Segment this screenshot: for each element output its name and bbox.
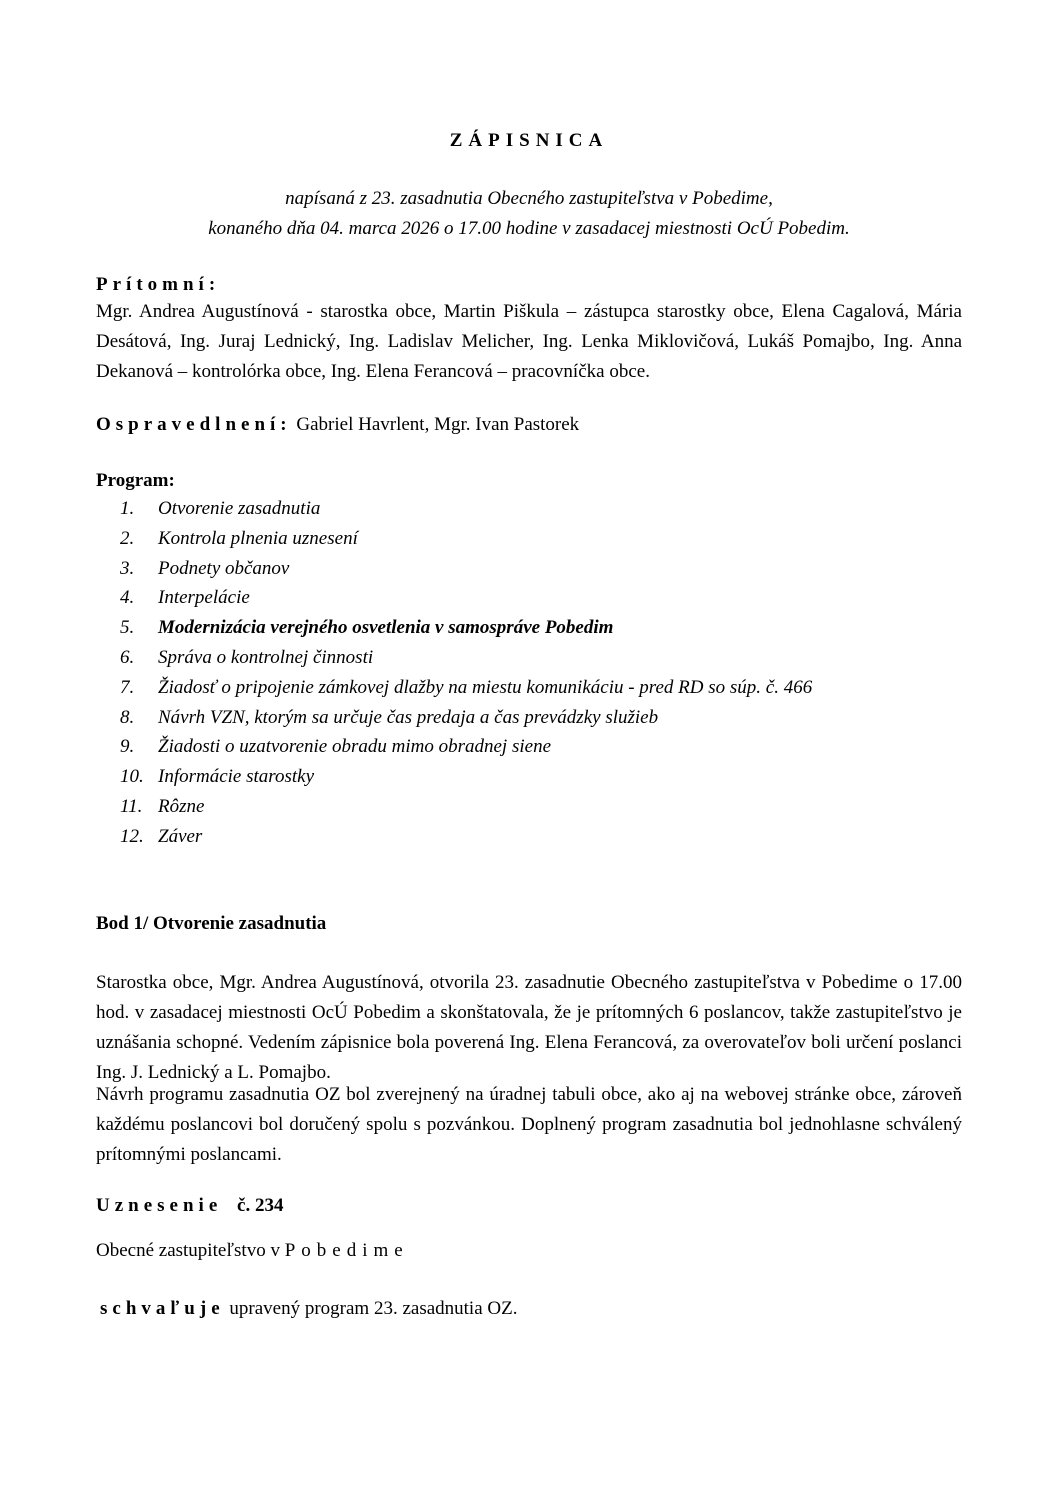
program-item: 3. Podnety občanov [120,557,290,579]
excused-row [96,414,579,436]
section-1-heading: Bod 1/ Otvorenie zasadnutia [96,913,327,934]
program-list [120,494,812,852]
program-item: 2. Kontrola plnenia uznesení [120,527,358,549]
present-list: Mgr. Andrea Augustínová - starostka obce, Martin Piškula – zástupca starostky obce, Elena Cagalová, Mária Desátová, Ing. Juraj Lednický, Ing. Ladislav Melicher, Ing. Lenka Miklovičová, Lukáš Pomajbo, Ing. Anna Dekanová – kontrolórka obce, Ing. Elena Ferancová – pracovníčka obce. [96,301,962,382]
document-title: ZÁPISNICA [449,130,609,151]
program-item: 10. Informácie starostky [120,766,315,788]
subtitle-line-2: konaného dňa 04. marca 2026 o 17.00 hodine v zasadacej miestnosti OcÚ Pobedim. [208,218,850,239]
resolution-heading [96,1195,283,1217]
program-label: Program: [96,470,175,491]
excused-names: Gabriel Havrlent, Mgr. Ivan Pastorek [291,414,580,435]
program-item: 9. Žiadosti o uzatvorenie obradu mimo obradnej siene [120,736,551,758]
program-item: 7. Žiadosť o pripojenie zámkovej dlažby na miestu komunikáciu - pred RD so súp. č. 466 [120,676,813,698]
section-1-paragraph-1: Starostka obce, Mgr. Andrea Augustínová, otvorila 23. zasadnutie Obecného zastupiteľstva v Pobedime o 17.00 hod. v zasadacej miestnosti OcÚ Pobedim a skonštatovala, že je prítomných 6 poslancov, takže zastupiteľstvo je uznášania schopné. Vedením zápisnice bola poverená Ing. Elena Ferancová, za overovateľov boli určení poslanci Ing. J. Lednický a L. Pomajbo. [96,972,962,1083]
program-item: 11. Rôzne [120,795,205,817]
resolution-text: upravený program 23. zasadnutia OZ. [224,1298,518,1319]
resolution-place: Pobedime [284,1240,409,1261]
program-item: 8. Návrh VZN, ktorým sa určuje čas predaja a čas prevádzky služieb [120,706,659,728]
subtitle-line-1: napísaná z 23. zasadnutia Obecného zastupiteľstva v Pobedime, [285,188,773,209]
program-item: 1. Otvorenie zasadnutia [120,498,321,519]
present-label: Prítomní: [96,274,221,295]
resolution-verb: schvaľuje [100,1298,225,1319]
resolution-body: Obecné zastupiteľstvo v Pobedime [96,1240,409,1261]
resolution-label: Uznesenie [96,1195,223,1216]
program-item: 12. Záver [120,825,203,847]
resolution-decision [100,1298,517,1320]
program-item: 4. Interpelácie [120,587,250,609]
resolution-number: č. 234 [237,1195,284,1216]
program-item: 5. Modernizácia verejného osvetlenia v samospráve Pobedim [120,617,614,639]
section-1-paragraph-2: Návrh programu zasadnutia OZ bol zverejnený na úradnej tabuli obce, ako aj na webovej stránke obce, zároveň každému poslancovi bol doručený spolu s pozvánkou. Doplnený program zasadnutia bol jednohlasne schválený prítomnými poslancami. [96,1084,962,1165]
program-item: 6. Správa o kontrolnej činnosti [120,646,374,668]
excused-label: Ospravedlnení: [96,414,292,435]
